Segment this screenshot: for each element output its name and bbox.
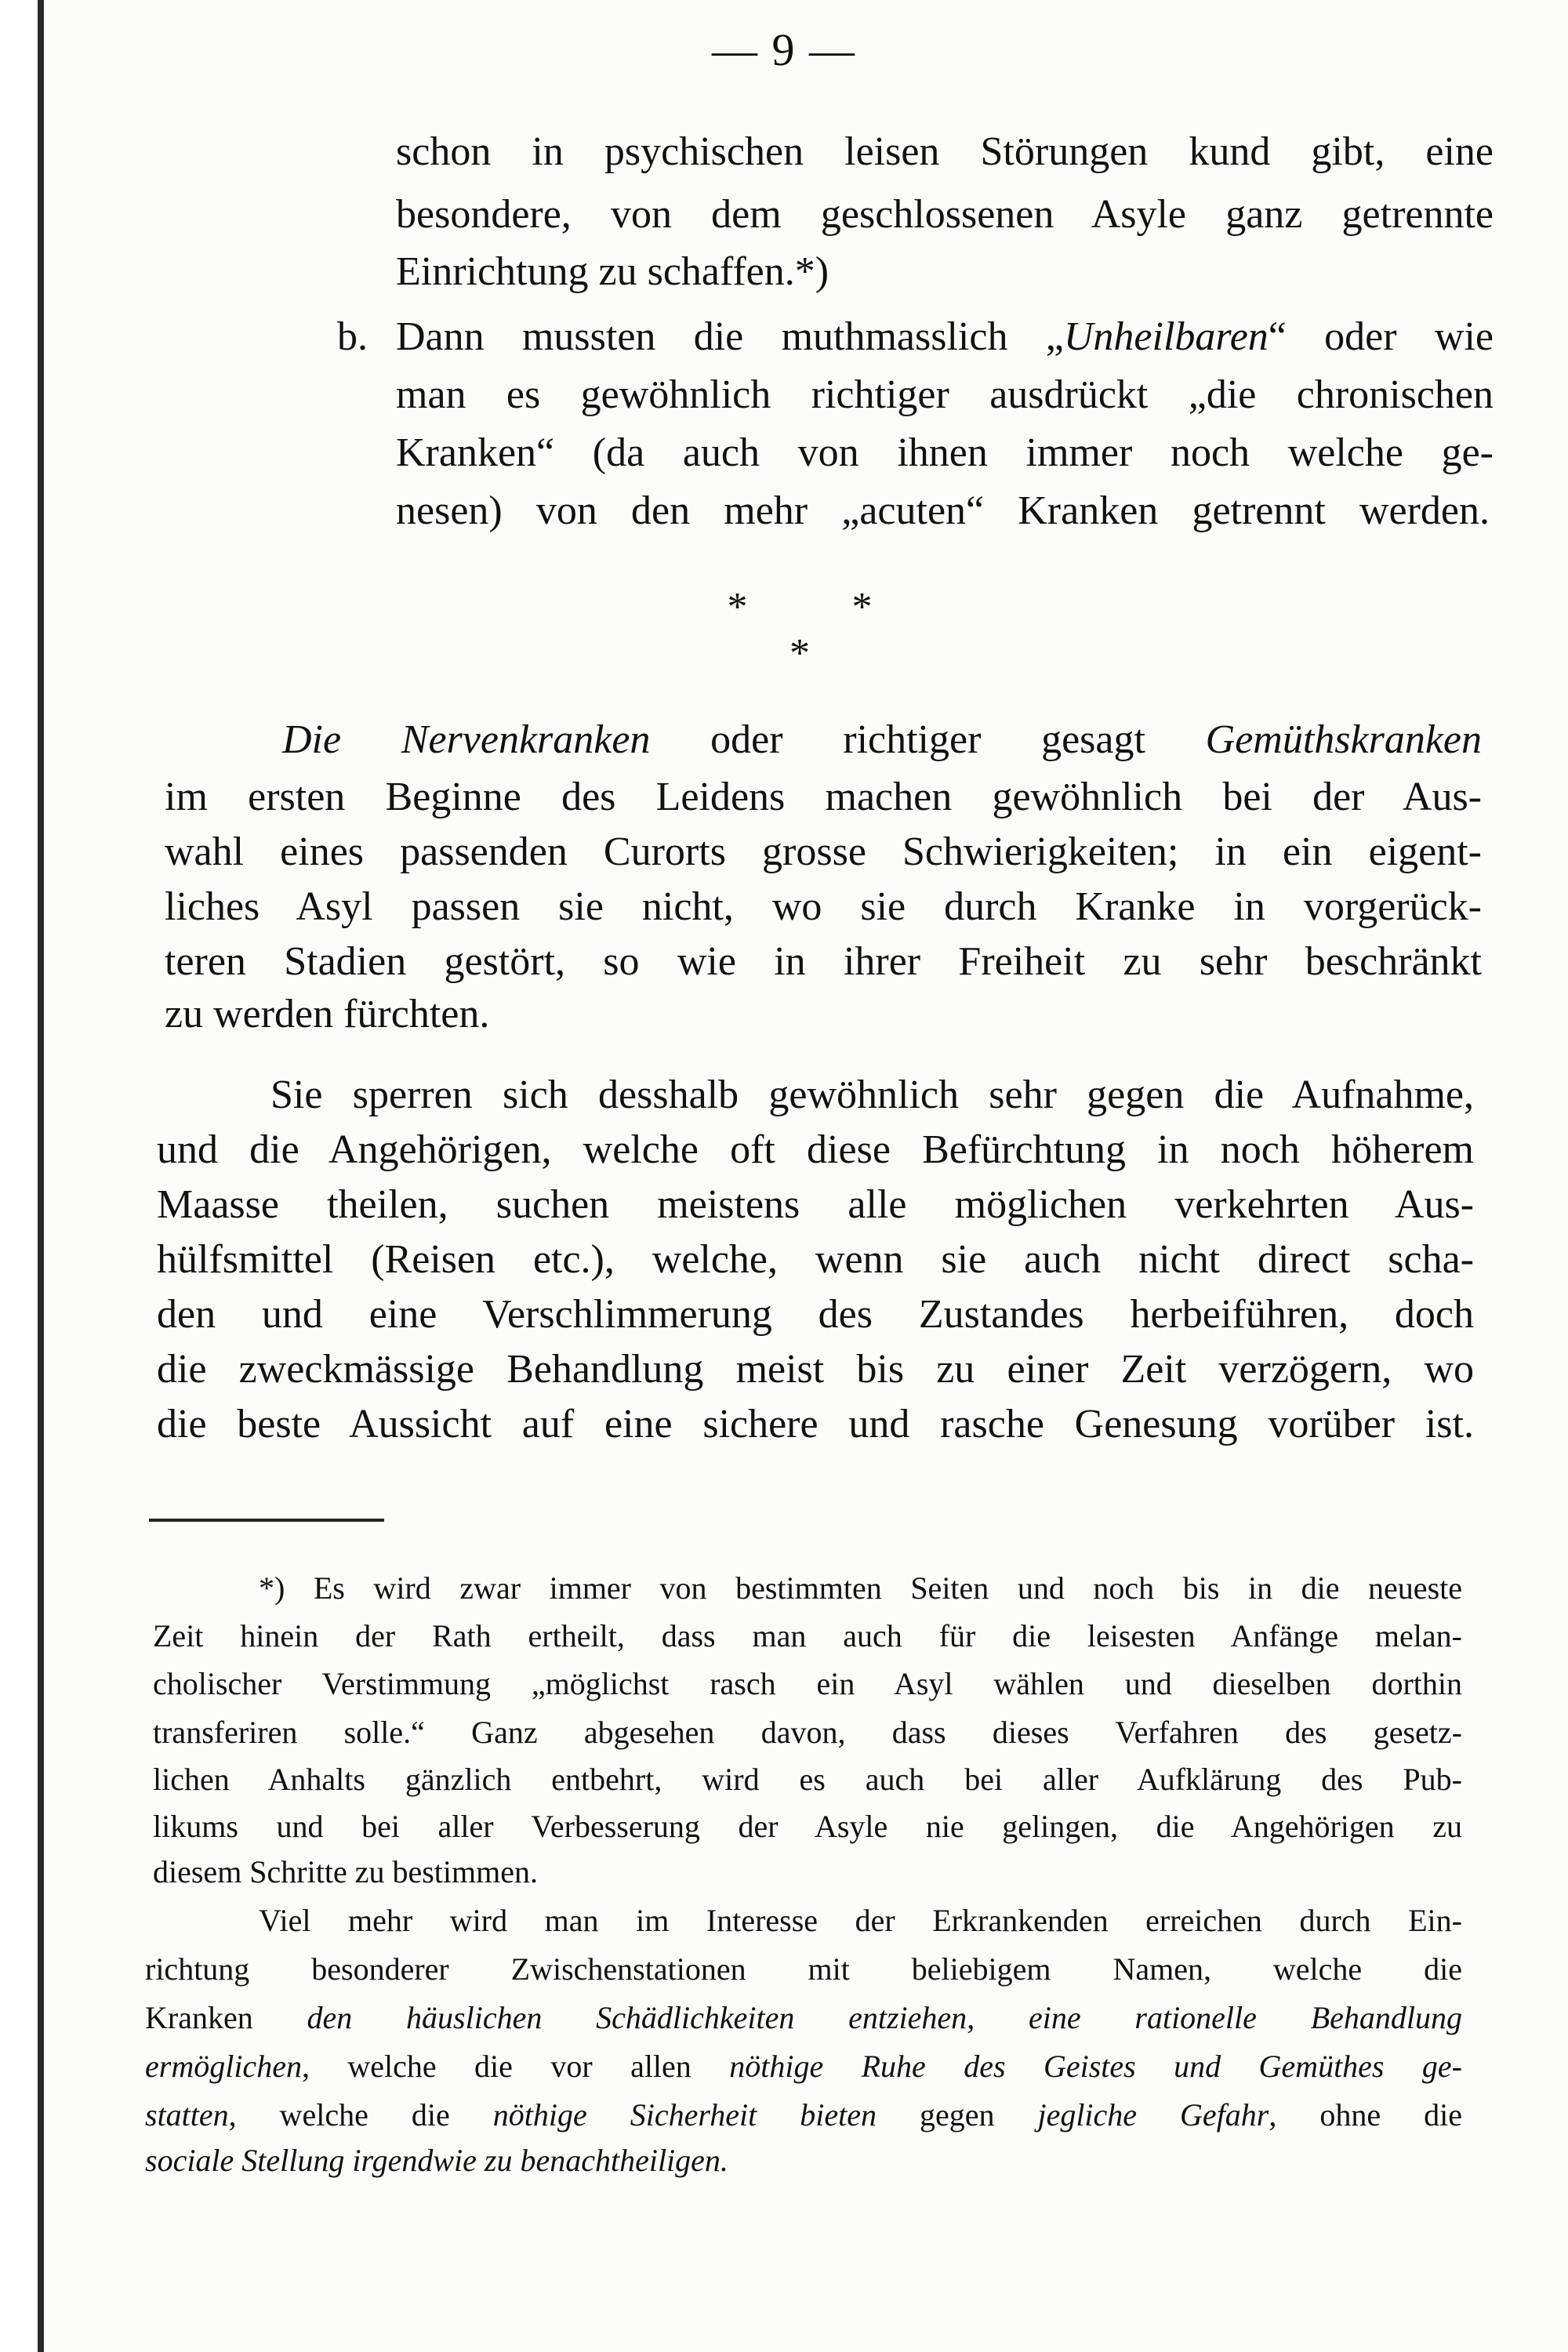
text-line: schon in psychischen leisen Störungen kund gibt, eine — [396, 129, 1494, 174]
text-line: und die Angehörigen, welche oft diese Befürchtung in noch höherem — [157, 1127, 1474, 1172]
footnote-line: ermöglichen, welche die vor allen nöthige Ruhe des Geistes und Gemüthes ge- — [145, 2049, 1462, 2084]
footnote-separator — [149, 1519, 384, 1522]
text-line: den und eine Verschlimmerung des Zustandes herbeiführen, doch — [157, 1292, 1474, 1337]
footnote-line: *) Es wird zwar immer von bestimmten Seiten und noch bis in die neueste — [259, 1570, 1462, 1606]
footnote-line: diesem Schritte zu bestimmen. — [153, 1854, 538, 1889]
footnote-line: sociale Stellung irgendwie zu benachtheiligen. — [145, 2143, 728, 2178]
text-line: Dann mussten die muthmasslich „Unheilbaren“ oder wie — [396, 314, 1494, 359]
page-binding-edge — [0, 0, 45, 2352]
footnote-line: statten, welche die nöthige Sicherheit bieten gegen jegliche Gefahr, ohne die — [145, 2097, 1462, 2132]
text-line: hülfsmittel (Reisen etc.), welche, wenn sie auch nicht direct scha- — [157, 1237, 1474, 1282]
section-divider-stars: * * * — [727, 585, 920, 676]
footnote-line: transferiren solle.“ Ganz abgesehen davon, dass dieses Verfahren des gesetz- — [153, 1715, 1462, 1750]
text-line: besondere, von dem geschlossenen Asyle ganz getrennte — [396, 192, 1494, 237]
text-line: Kranken“ (da auch von ihnen immer noch welche ge- — [396, 430, 1494, 475]
footnote-line: lichen Anhalts gänzlich entbehrt, wird es auch bei aller Aufklärung des Pub- — [153, 1762, 1462, 1797]
text-line: die beste Aussicht auf eine sichere und rasche Genesung vorüber ist. — [157, 1402, 1474, 1446]
text-line: liches Asyl passen sie nicht, wo sie durch Kranke in vorgerück- — [165, 884, 1482, 929]
text-line: im ersten Beginne des Leidens machen gewöhnlich bei der Aus- — [165, 775, 1482, 819]
footnote-line: likums und bei aller Verbesserung der Asyle nie gelingen, die Angehörigen zu — [153, 1809, 1462, 1844]
text-line: Die Nervenkranken oder richtiger gesagt Gemüthskranken — [282, 717, 1483, 762]
footnote-line: Kranken den häuslichen Schädlichkeiten entziehen, eine rationelle Behandlung — [145, 2000, 1463, 2035]
text-line: Maasse theilen, suchen meistens alle möglichen verkehrten Aus- — [157, 1182, 1474, 1227]
text-line: Sie sperren sich desshalb gewöhnlich sehr gegen die Aufnahme, — [270, 1073, 1474, 1117]
page-number: — 9 — — [712, 24, 856, 75]
text-line: Einrichtung zu schaffen.*) — [396, 249, 829, 294]
text-line: man es gewöhnlich richtiger ausdrückt „die chronischen — [396, 372, 1494, 417]
footnote-line: Zeit hinein der Rath ertheilt, dass man auch für die leisesten Anfänge melan- — [153, 1618, 1462, 1653]
footnote-line: Viel mehr wird man im Interesse der Erkrankenden erreichen durch Ein- — [259, 1903, 1462, 1938]
footnote-line: richtung besonderer Zwischenstationen mit beliebigem Namen, welche die — [145, 1951, 1462, 1987]
text-line: wahl eines passenden Curorts grosse Schwierigkeiten; in ein eigent- — [165, 829, 1482, 874]
footnote-line: cholischer Verstimmung „möglichst rasch ein Asyl wählen und dieselben dorthin — [153, 1666, 1462, 1701]
text-line: nesen) von den mehr „acuten“ Kranken getrennt werden. — [396, 488, 1490, 533]
list-marker-b: b. — [337, 314, 368, 359]
text-line: teren Stadien gestört, so wie in ihrer Freiheit zu sehr beschränkt — [165, 939, 1482, 984]
text-line: die zweckmässige Behandlung meist bis zu einer Zeit verzögern, wo — [157, 1347, 1474, 1392]
text-line: zu werden fürchten. — [165, 992, 490, 1036]
